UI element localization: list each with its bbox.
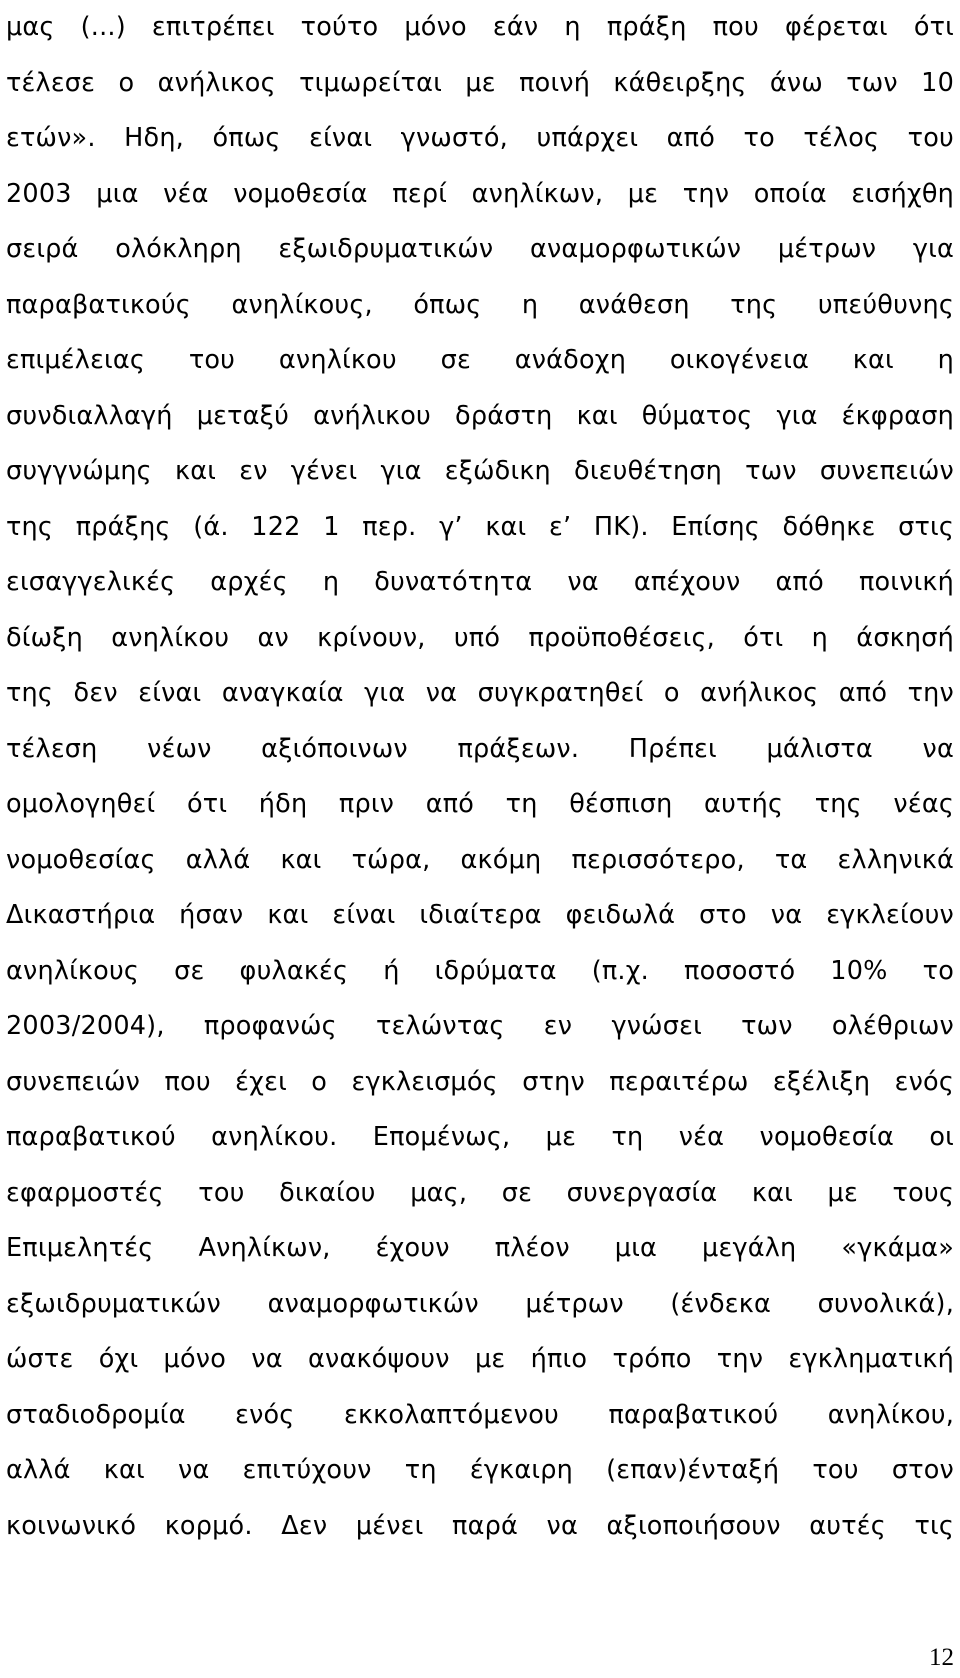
text-line: συνεπειών που έχει ο εγκλεισμός στην περαιτέρω εξέλιξη ενός (6, 1066, 954, 1097)
text-line: νομοθεσίας αλλά και τώρα, ακόμη περισσότερο, τα ελληνικά (6, 844, 954, 875)
text-line: συγγνώμης και εν γένει για εξώδικη διευθέτηση των συνεπειών (6, 456, 954, 486)
page-number: 12 (929, 1644, 954, 1671)
text-line: κοινωνικό κορμό. Δεν μένει παρά να αξιοποιήσουν αυτές τις (6, 1510, 954, 1541)
text-line: εφαρμοστές του δικαίου μας, σε συνεργασία και με τους (6, 1177, 954, 1208)
text-line: συνδιαλλαγή μεταξύ ανήλικου δράστη και θύματος για έκφραση (6, 400, 954, 431)
text-line: ώστε όχι μόνο να ανακόψουν με ήπιο τρόπο την εγκληματική (6, 1344, 954, 1374)
text-line: ετών». Ηδη, όπως είναι γνωστό, υπάρχει από το τέλος του (6, 123, 954, 153)
text-line: αλλά και να επιτύχουν τη έγκαιρη (επαν)ένταξή του στον (6, 1455, 954, 1485)
text-line: σταδιοδρομία ενός εκκολαπτόμενου παραβατικού ανηλίκου, (6, 1399, 954, 1430)
text-line: παραβατικού ανηλίκου. Επομένως, με τη νέα νομοθεσία οι (6, 1122, 954, 1152)
text-line: Δικαστήρια ήσαν και είναι ιδιαίτερα φειδωλά στο να εγκλείουν (6, 900, 954, 930)
text-line: της πράξης (ά. 122 1 περ. γ’ και ε’ ΠΚ). Επίσης δόθηκε στις (6, 511, 954, 542)
text-line: Επιμελητές Ανηλίκων, έχουν πλέον μια μεγάλη «γκάμα» (6, 1233, 954, 1263)
text-line: παραβατικούς ανηλίκους, όπως η ανάθεση της υπεύθυνης (6, 289, 954, 320)
text-line: της δεν είναι αναγκαία για να συγκρατηθεί ο ανήλικος από την (6, 678, 954, 708)
text-line: ομολογηθεί ότι ήδη πριν από τη θέσπιση αυτής της νέας (6, 789, 954, 819)
text-line: τέλεση νέων αξιόποινων πράξεων. Πρέπει μάλιστα να (6, 733, 954, 764)
text-line: 2003 μια νέα νομοθεσία περί ανηλίκων, με την οποία εισήχθη (6, 178, 954, 209)
text-line: εξωιδρυματικών αναμορφωτικών μέτρων (ένδεκα συνολικά), (6, 1288, 954, 1319)
text-line: δίωξη ανηλίκου αν κρίνουν, υπό προϋποθέσεις, ότι η άσκησή (6, 622, 954, 653)
text-line: μας (...) επιτρέπει τούτο μόνο εάν η πράξη που φέρεται ότι (6, 12, 954, 42)
text-line: επιμέλειας του ανηλίκου σε ανάδοχη οικογένεια και η (6, 345, 954, 375)
text-line: ανηλίκους σε φυλακές ή ιδρύματα (π.χ. ποσοστό 10% το (6, 955, 954, 986)
text-line: τέλεσε ο ανήλικος τιμωρείται με ποινή κάθειρξης άνω των 10 (6, 67, 954, 98)
text-line: σειρά ολόκληρη εξωιδρυματικών αναμορφωτικών μέτρων για (6, 234, 954, 264)
text-line: εισαγγελικές αρχές η δυνατότητα να απέχουν από ποινική (6, 567, 954, 597)
body-text (6, 0, 954, 1554)
text-line: 2003/2004), προφανώς τελώντας εν γνώσει των ολέθριων (6, 1011, 954, 1041)
